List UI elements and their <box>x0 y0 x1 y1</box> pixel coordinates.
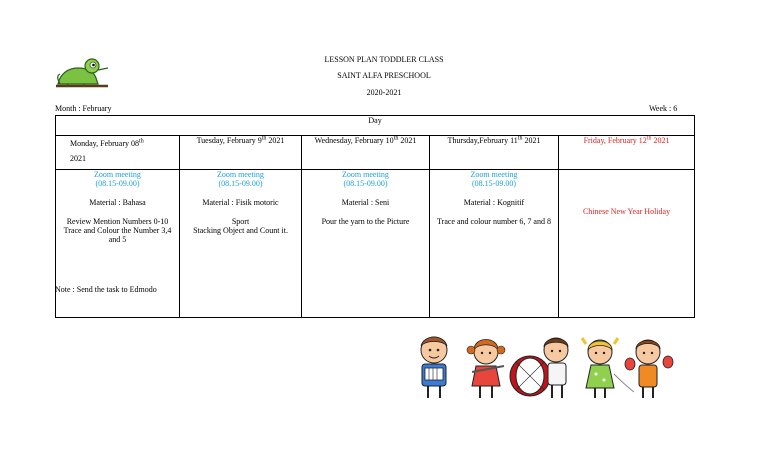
zoom-meeting-label: Zoom meeting <box>342 170 389 179</box>
zoom-meeting-time: (08.15-09.00) <box>95 179 140 188</box>
date-year: 2021 <box>651 136 670 145</box>
note-text: Note : Send the task to Edmodo <box>55 285 157 294</box>
date-wednesday <box>302 136 430 170</box>
activity-line: Review Mention Numbers 0-10 <box>66 217 169 226</box>
academic-year: 2020-2021 <box>366 88 402 97</box>
date-monday <box>56 136 180 170</box>
holiday-label: Chinese New Year Holiday <box>582 207 671 216</box>
zoom-meeting-time: (08.15-09.00) <box>343 179 388 188</box>
zoom-meeting-label: Zoom meeting <box>217 170 264 179</box>
date-sup: th <box>261 135 267 142</box>
zoom-meeting-label: Zoom meeting <box>470 170 518 179</box>
zoom-meeting-label: Zoom meeting <box>94 170 141 179</box>
date-year: 2021 <box>398 136 417 145</box>
school-name: SAINT ALFA PRESCHOOL <box>337 71 431 80</box>
date-sup: th <box>393 135 399 142</box>
material-label: Material : Fisik motoric <box>202 198 279 207</box>
activity-row <box>56 170 695 318</box>
activity-line: Sport <box>231 217 250 226</box>
drum-icon <box>510 356 550 396</box>
date-text: Friday, February 12 <box>583 136 647 145</box>
day-header: Day <box>56 116 695 136</box>
date-year: 2021 <box>266 136 285 145</box>
date-text: Wednesday, February 10 <box>314 136 394 145</box>
date-text: Tuesday, February 9 <box>196 136 262 145</box>
material-label: Material : Seni <box>341 198 390 207</box>
activity-tuesday <box>180 170 302 318</box>
activity-line: Pour the yarn to the Picture <box>321 217 410 226</box>
date-thursday <box>430 136 559 170</box>
zoom-meeting-time: (08.15-09.00) <box>218 179 263 188</box>
kids-music-band-illustration <box>412 330 684 402</box>
kid-flute <box>467 340 505 399</box>
date-year: 2021 <box>70 154 86 163</box>
zoom-meeting-time: (08.15-09.00) <box>472 179 516 188</box>
activity-line: and 5 <box>108 235 127 244</box>
material-label: Material : Kognitif <box>463 198 525 207</box>
kid-accordion <box>421 337 447 398</box>
date-year: 2021 <box>522 136 541 145</box>
activity-wednesday <box>302 170 430 318</box>
date-text: Monday, February 08 <box>70 139 140 148</box>
kid-maracas <box>625 340 673 398</box>
activity-monday <box>56 170 180 318</box>
activity-line: Trace and colour number 6, 7 and 8 <box>437 217 551 226</box>
date-row <box>56 136 695 170</box>
week-label: Week : 6 <box>649 104 678 113</box>
activity-friday <box>559 170 695 318</box>
activity-line: Trace and Colour the Number 3,4 <box>63 226 172 235</box>
date-tuesday <box>180 136 302 170</box>
month-label: Month : February <box>55 104 112 113</box>
date-text: Thursday,February 11 <box>447 136 518 145</box>
activity-line: Stacking Object and Count it. <box>193 226 288 235</box>
date-friday <box>559 136 695 170</box>
date-sup: th <box>139 138 144 145</box>
kid-drummer <box>544 338 568 398</box>
title-line-1: LESSON PLAN TODDLER CLASS <box>324 55 444 64</box>
day-header-row <box>56 116 695 136</box>
date-sup: th <box>646 135 652 142</box>
material-label: Material : Bahasa <box>89 198 146 207</box>
activity-thursday <box>430 170 559 318</box>
date-sup: th <box>517 135 523 142</box>
